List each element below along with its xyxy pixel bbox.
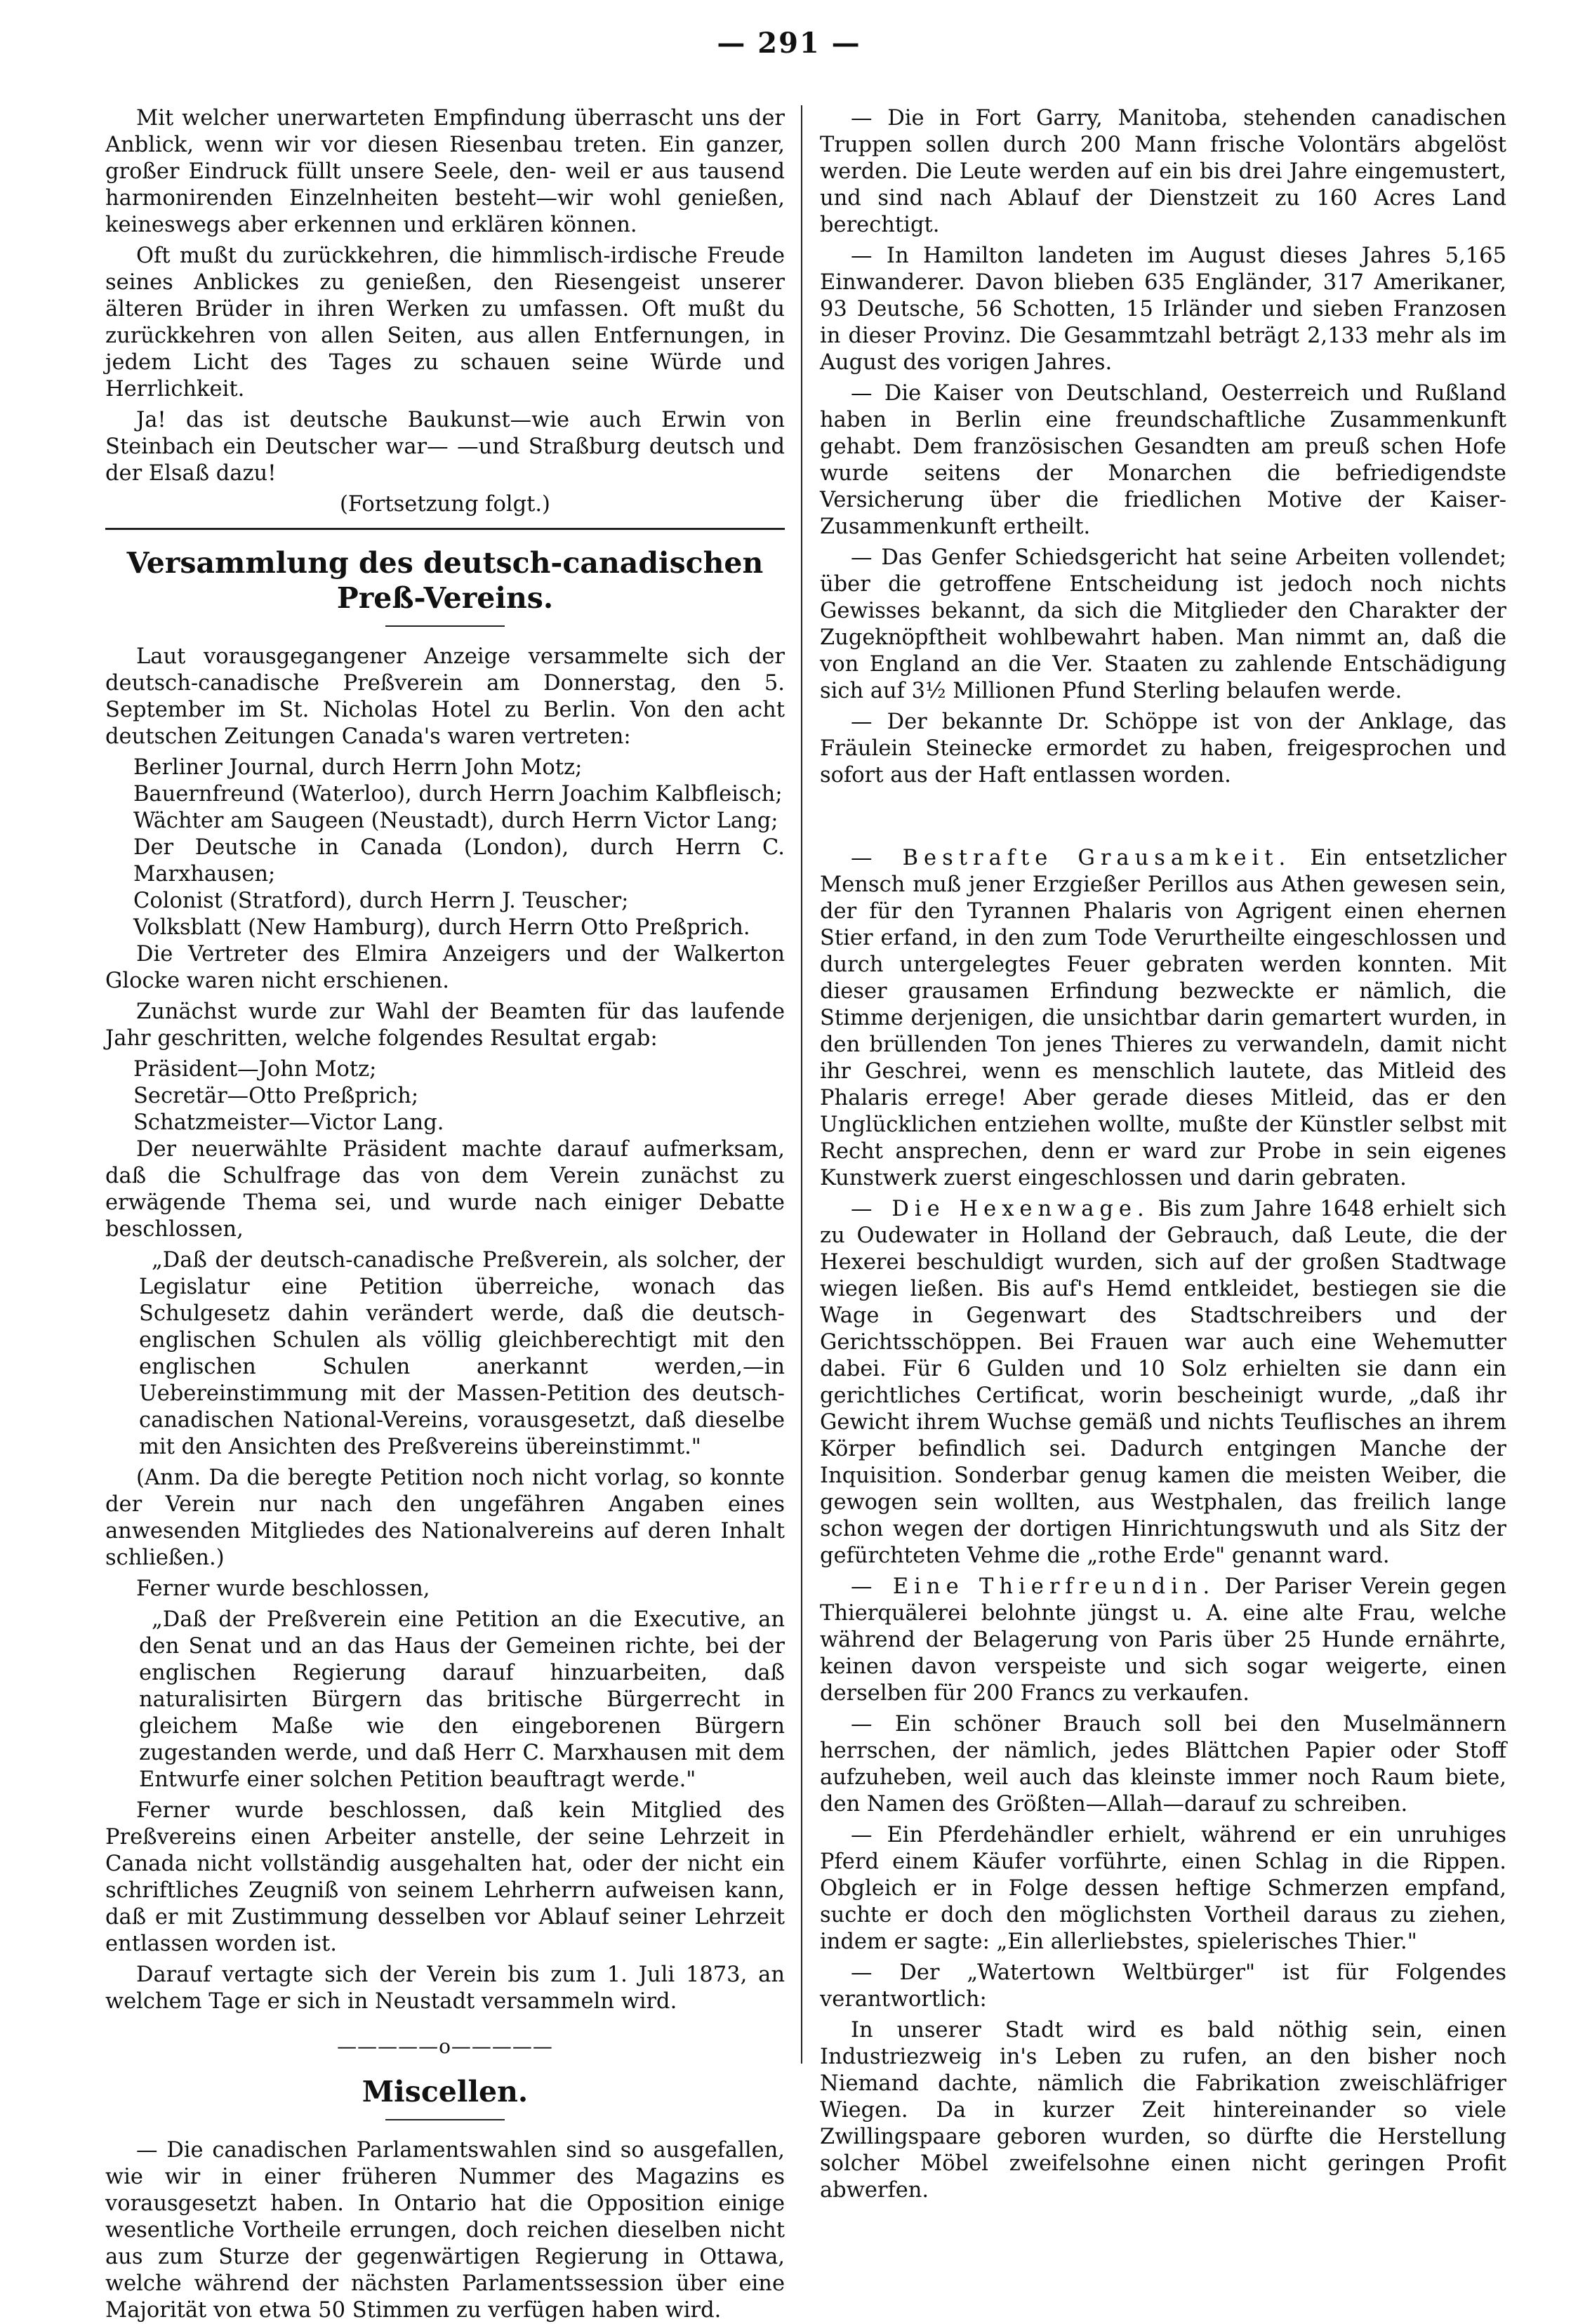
list-item: Schatzmeister—Victor Lang. <box>133 1110 444 1135</box>
news-item-quote: In unserer Stadt wird es bald nöthig sein, einen Industriezweig in's Leben zu rufen, an den bisher noch Niemand dachte, nämlich die Fabrikation zweischläfriger Wiegen. Da in kurzer Zeit hintereinander so viele Zwillingspaare geboren wurden, so dürfte die Herstellung solcher Möbel zweifelsohne einen nicht geringen Profit abwerfen. <box>820 2018 1506 2203</box>
news-item-title: — Eine Thierfreundin. <box>851 1574 1216 1599</box>
article-heading: Versammlung des deutsch-canadischen Preß-Vereins. <box>126 546 764 615</box>
page-number: — 291 — <box>717 27 861 60</box>
article-paragraph: Ferner wurde beschlossen, <box>136 1576 430 1601</box>
article-paragraph: Ferner wurde beschlossen, daß kein Mitglied des Preßvereins einen Arbeiter anstelle, der seine Lehrzeit in Canada nicht vollständig ausgehalten hat, oder der nicht ein schriftliches Zeugniß von seinem Lehrherrn aufweisen kann, daß er mit Zustimmung desselben vor Ablauf seiner Lehrzeit entlassen worden ist. <box>105 1798 785 1956</box>
news-item <box>820 845 1506 1192</box>
news-item: — Das Genfer Schiedsgericht hat seine Arbeiten vollendet; über die getroffene Entscheidung ist jedoch noch nichts Gewisses bekannt, da sich die Mitglieder den Charakter der Zugeknöpftheit wohlbewahrt haben. Man nimmt an, daß die von England an die Ver. Staaten zu zahlende Entschädigung sich auf 3½ Millionen Pfund Sterling belaufen werde. <box>820 545 1506 703</box>
spacer <box>820 793 1506 845</box>
news-item: — Ein Pferdehändler erhielt, während er ein unruhiges Pferd einem Käufer vorführte, einen Schlag in die Rippen. Obgleich er in Folge dessen heftige Schmerzen empfand, suchte er doch den möglichsten Vortheil daraus zu ziehen, indem er sagte: „Ein allerliebstes, spielerisches Thier." <box>820 1823 1506 1954</box>
continuation-note: (Fortsetzung folgt.) <box>340 492 550 517</box>
article-paragraph: Die Vertreter des Elmira Anzeigers und der Walkerton Glocke waren nicht erschienen. <box>105 942 785 993</box>
intro-paragraph: Ja! das ist deutsche Baukunst—wie auch Erwin von Steinbach ein Deutscher war— —und Straßburg deutsch und der Elsaß dazu! <box>105 408 785 486</box>
news-item-body: Ein entsetzlicher Mensch muß jener Erzgießer Perillos aus Athen gewesen sein, der für den Tyrannen Phalaris von Agrigent einen ehernen Stier erfand, in den zum Tode Verurtheilte eingeschlossen und durch untergelegtes Feuer gebraten werden konnten. Mit dieser grausamen Erfindung bezweckte er nämlich, die Stimme derjenigen, die unsichtbar darin gemartert wurden, in den brüllenden Ton jenes Thieres zu verwandeln, damit nicht ihr Geschrei, wenn es menschlich lautete, das Mitleid des Phalaris errege! Aber gerade dieses Mitleid, das er den Unglücklichen entziehen wollte, mußte der Künstler selbst mit Recht ansprechen, denn er ward zur Probe in sein eigenes Kunstwerk zuerst eingeschlossen und darin gebraten. <box>820 846 1506 1190</box>
list-item: Bauernfreund (Waterloo), durch Herrn Joachim Kalbfleisch; <box>133 782 783 806</box>
list-item: Secretär—Otto Preßprich; <box>133 1084 419 1108</box>
news-item: — Die in Fort Garry, Manitoba, stehenden canadischen Truppen sollen durch 200 Mann frische Volontärs abgelöst werden. Die Leute werden auf ein bis drei Jahre eingemustert, und sind nach Ablauf der Dienstzeit zu 160 Acres Land berechtigt. <box>820 106 1506 237</box>
column-divider <box>801 105 802 2064</box>
resolution-quote: „Daß der Preßverein eine Petition an die Executive, an den Senat und an das Haus der Gemeinen richte, bei der englischen Regierung darauf hinzuarbeiten, daß naturalisirten Bürgern das britische Bürgerrecht in gleichem Maße wie den eingeborenen Bürgern zugestanden werde, und daß Herr C. Marxhausen mit dem Entwurfe einer solchen Petition beauftragt werde." <box>139 1607 785 1792</box>
representatives-list <box>105 755 785 941</box>
article-paragraph: Zunächst wurde zur Wahl der Beamten für das laufende Jahr geschritten, welche folgendes Resultat ergab: <box>105 1000 785 1051</box>
intro-paragraph: Oft mußt du zurückkehren, die himmlisch-irdische Freude seines Anblickes zu genießen, den Riesengeist unserer älteren Brüder in ihren Werken zu umfassen. Oft mußt du zurückkehren von allen Seiten, aus allen Entfernungen, in jedem Licht des Tages zu schauen seine Würde und Herrlichkeit. <box>105 244 785 401</box>
news-item: — Ein schöner Brauch soll bei den Muselmännern herrschen, der nämlich, jedes Blättchen Papier oder Stoff aufzuheben, weil auch das kleinste immer noch Raum biete, den Namen des Größten—Allah—darauf zu schreiben. <box>820 1712 1506 1817</box>
list-item: Volksblatt (New Hamburg), durch Herrn Otto Preßprich. <box>133 915 750 940</box>
news-item-title: — Bestrafte Grausamkeit. <box>851 846 1292 870</box>
news-item-body: Der Pariser Verein gegen Thierquälerei belohnte jüngst u. A. eine alte Frau, welche während der Belagerung von Paris über 25 Hunde ernährte, keinen davon verspeiste und sich sogar weigerte, einen derselben für 200 Francs zu verkaufen. <box>820 1574 1507 1706</box>
annotation-note: (Anm. Da die beregte Petition noch nicht vorlag, so konnte der Verein nur nach den ungefähren Angaben eines anwesenden Mitgliedes des Nationalvereins auf deren Inhalt schließen.) <box>105 1466 785 1570</box>
news-item: — Die canadischen Parlamentswahlen sind so ausgefallen, wie wir in einer früheren Nummer des Magazins es vorausgesetzt haben. In Ontario hat die Opposition einige wesentliche Vortheile errungen, doch reichen dieselben nicht aus zum Sturze der gegenwärtigen Regierung in Ottawa, welche während der nächsten Parlamentssession über eine Majorität von etwa 50 Stimmen zu verfügen haben wird. <box>105 2138 785 2323</box>
news-item: — Die Kaiser von Deutschland, Oesterreich und Rußland haben in Berlin eine freundschaftliche Zusammenkunft gehabt. Dem französischen Gesandten am preuß schen Hofe wurde seitens der Monarchen die befriedigendste Versicherung über die friedlichen Motive der Kaiser-Zusammenkunft ertheilt. <box>820 381 1506 539</box>
list-item: Wächter am Saugeen (Neustadt), durch Herrn Victor Lang; <box>133 809 778 833</box>
article-paragraph: Laut vorausgegangener Anzeige versammelte sich der deutsch-canadische Preßverein am Donnerstag, den 5. September im St. Nicholas Hotel zu Berlin. Von den acht deutschen Zeitungen Canada's waren vertreten: <box>105 644 785 749</box>
intro-paragraph: Mit welcher unerwarteten Empfindung überrascht uns der Anblick, wenn wir vor diesen Riesenbau treten. Ein ganzer, großer Eindruck füllt unsere Seele, den- weil er aus tausend harmonirenden Einzelnheiten besteht—wir wohl genießen, keineswegs aber erkennen und erklären können. <box>105 106 785 237</box>
list-item: Der Deutsche in Canada (London), durch Herrn C. Marxhausen; <box>133 835 785 887</box>
news-item-body: Bis zum Jahre 1648 erhielt sich zu Oudewater in Holland der Gebrauch, daß Leute, die der Hexerei beschuldigt wurden, sich auf der großen Stadtwage wiegen ließen. Bis auf's Hemd entkleidet, bestiegen sie die Wage in Gegenwart des Stadtschreibers und der Gerichtsschöppen. Bei Frauen war auch eine Wehemutter dabei. Für 6 Gulden und 10 Solz erhielten sie dann ein gerichtliches Certificat, worin bescheinigt wurde, „daß ihr Gewicht ihrem Wuchse gemäß und nichts Teuflisches an ihrem Körper befindlich sei. Dadurch entgingen Manche der Inquisition. Sonderbar genug kamen die meisten Weiber, die gewogen sein wollten, aus Westphalen, das freilich lange schon wegen der dortigen Hinrichtungswuth und als Sitz der gefürchteten Vehme die „rothe Erde" genannt ward. <box>820 1197 1507 1568</box>
news-item <box>820 1574 1506 1707</box>
resolution-quote: „Daß der deutsch-canadische Preßverein, als solcher, der Legislatur eine Petition überreiche, wonach das Schulgesetz dahin verändert werde, daß die deutsch-englischen Schulen als völlig gleichberechtigt mit den englischen Schulen anerkannt werden,—in Uebereinstimmung mit der Massen-Petition des deutsch-canadischen National-Vereins, vorausgesetzt, daß dieselbe mit den Ansichten des Preßvereins übereinstimmt." <box>139 1248 785 1459</box>
ornament-divider: —————o————— <box>337 2035 553 2058</box>
article-paragraph: Der neuerwählte Präsident machte darauf aufmerksam, daß die Schulfrage das von dem Verein zunächst zu erwägende Thema sei, und wurde nach einiger Debatte beschlossen, <box>105 1137 785 1242</box>
miscellany-heading: Miscellen. <box>362 2075 529 2109</box>
news-item: — In Hamilton landeten im August dieses Jahres 5,165 Einwanderer. Davon blieben 635 Engländer, 317 Amerikaner, 93 Deutsche, 56 Schotten, 15 Irländer und sieben Franzosen in dieser Provinz. Die Gesammtzahl beträgt 2,133 mehr als im August des vorigen Jahres. <box>820 244 1506 375</box>
right-column <box>820 105 1507 2203</box>
list-item: Präsident—John Motz; <box>133 1057 377 1082</box>
heading-rule <box>385 2119 505 2120</box>
section-divider <box>105 528 785 530</box>
article-paragraph: Darauf vertagte sich der Verein bis zum 1. Juli 1873, an welchem Tage er sich in Neustadt versammeln wird. <box>105 1963 785 2014</box>
news-item: — Der „Watertown Weltbürger" ist für Folgendes verantwortlich: <box>820 1960 1506 2012</box>
news-item <box>820 1196 1506 1569</box>
list-item: Colonist (Stratford), durch Herrn J. Teuscher; <box>133 889 629 913</box>
left-column <box>105 105 785 2323</box>
news-item-title: — Die Hexenwage. <box>851 1197 1150 1221</box>
list-item: Berliner Journal, durch Herrn John Motz; <box>133 755 583 780</box>
officers-list <box>105 1056 785 1136</box>
news-item: — Der bekannte Dr. Schöppe ist von der Anklage, das Fräulein Steinecke ermordet zu haben, freigesprochen und sofort aus der Haft entlassen worden. <box>820 710 1506 788</box>
heading-rule <box>385 625 505 627</box>
